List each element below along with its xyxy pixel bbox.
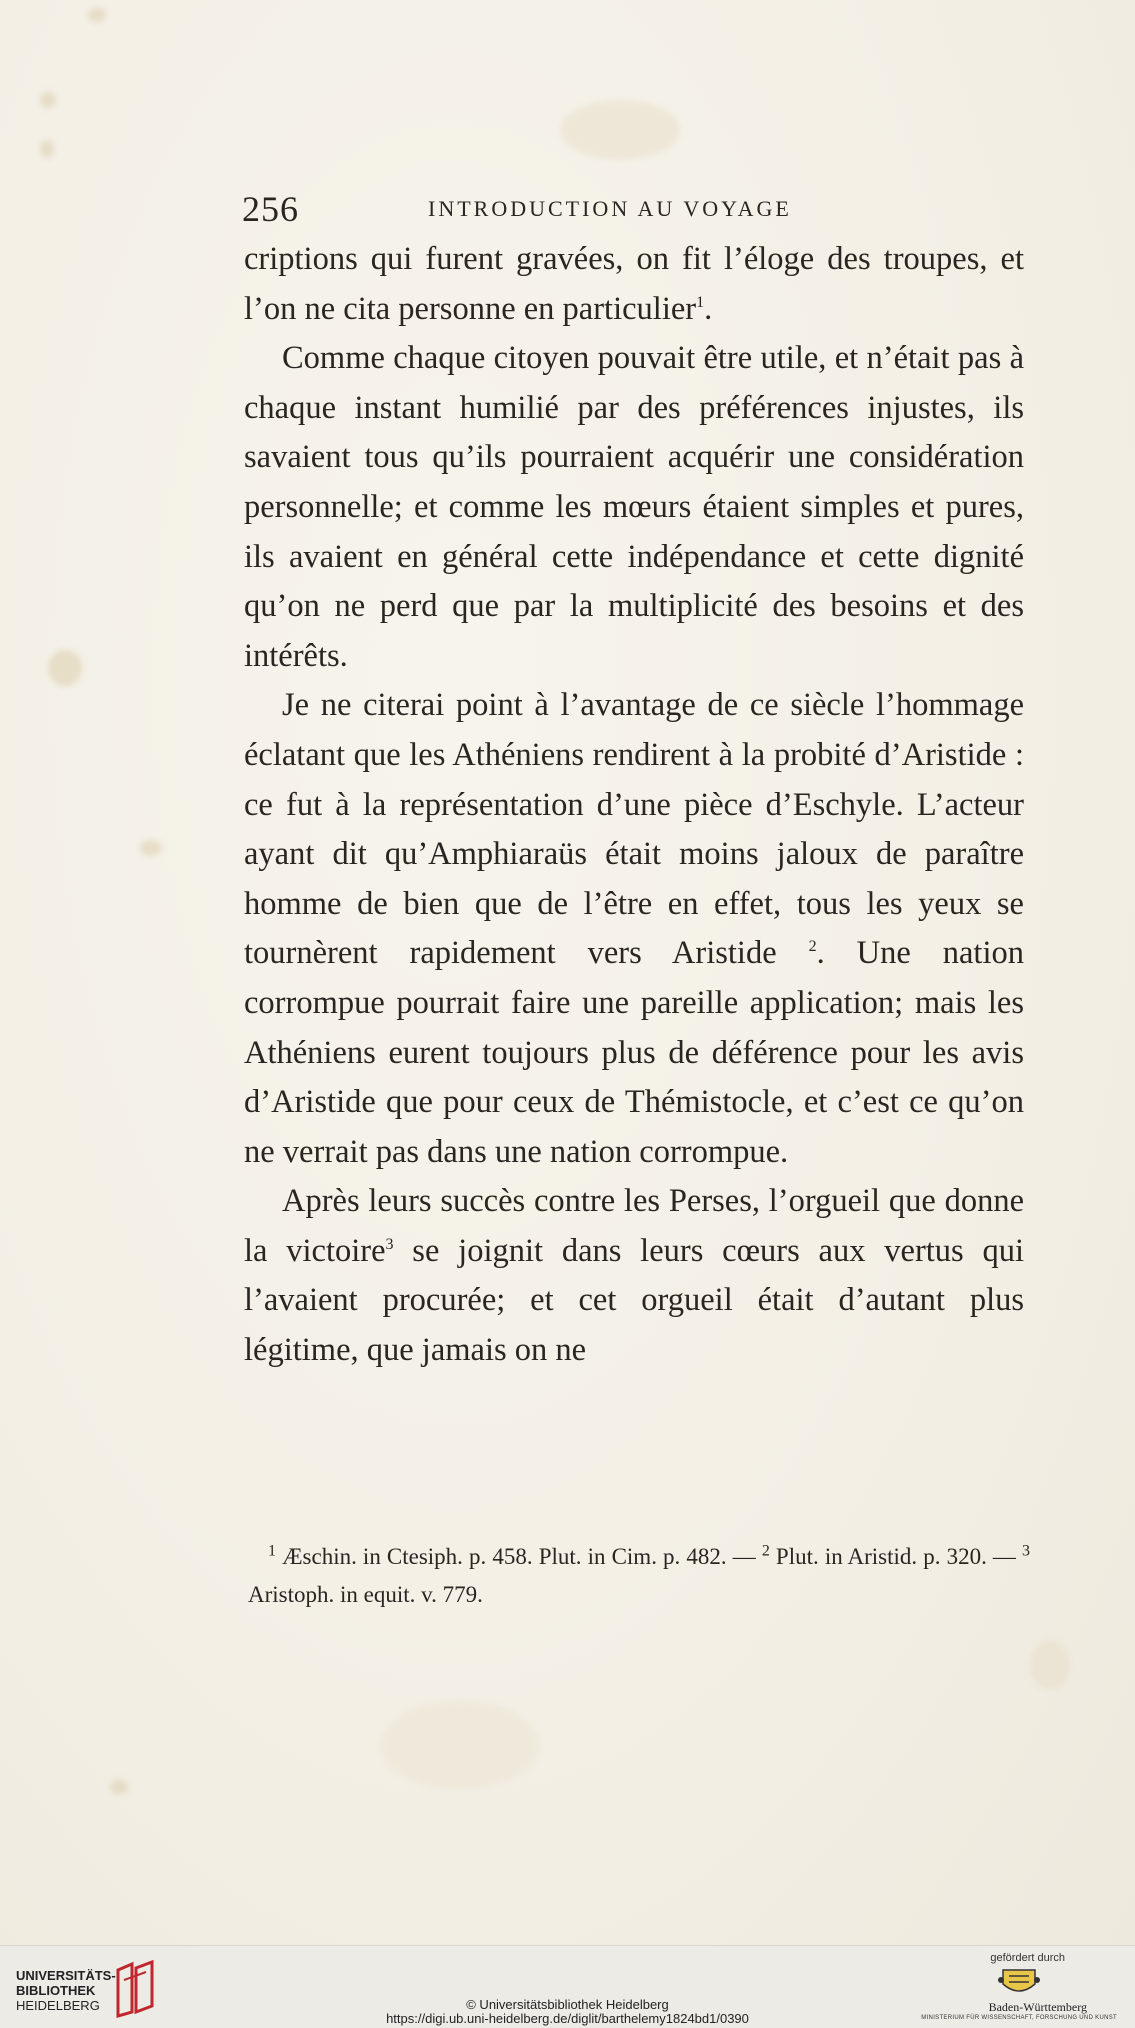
footnote-marker: 2 xyxy=(761,1542,770,1560)
foxing-spot xyxy=(110,1780,128,1794)
paragraph: criptions qui furent gravées, on fit l’éloge des troupes, et l’on ne cita personne en particulier$^1$. xyxy=(244,241,1024,327)
foxing-spot xyxy=(560,100,680,160)
copyright-notice xyxy=(0,1998,1135,2026)
footnotes xyxy=(248,1538,1030,1614)
paragraph-text: criptions qui furent gravées, on fit l’éloge des troupes, et l’on ne cita personne en particulier xyxy=(244,241,1024,327)
footnote-block xyxy=(248,1538,1030,1614)
foxing-spot xyxy=(140,840,162,856)
footnote-marker: 1 xyxy=(268,1542,276,1560)
foxing-spot xyxy=(88,8,106,22)
foxing-spot xyxy=(380,1700,540,1790)
page-number: 256 xyxy=(242,189,299,229)
paragraph-text: Je ne citerai point à l’avantage de ce siècle l’hommage éclatant que les Athéniens rendirent à la probité d’Aristide : ce fut à la représentation d’une pièce d’Eschyle. L’acteur ayant dit qu’Amphiaraüs était moins jaloux de paraître homme de bien que de l’être en effet, tous les yeux se tournèrent rapidement vers Aristide xyxy=(244,687,1024,972)
footnote-ref: 3 xyxy=(385,1236,394,1254)
paragraph-text: Après leurs succès contre les Perses, l’orgueil que donne la victoire xyxy=(244,1183,1024,1269)
funded-by-label: gefördert durch xyxy=(990,1952,1065,1964)
foxing-spot xyxy=(40,140,54,158)
viewer-footer xyxy=(0,1945,1135,2028)
body-text xyxy=(244,235,1024,1376)
library-name-line: HEIDELBERG xyxy=(16,1998,100,2013)
paragraph-text: se joignit dans leurs cœurs aux vertus qui l’avaient procurée; et cet orgueil était d’autant plus légitime, que jamais on ne xyxy=(244,1232,1025,1369)
paragraph xyxy=(244,1177,1024,1375)
footnote-text: Æschin. in Ctesiph. p. 458. Plut. in Cim. p. 482. — xyxy=(282,1544,756,1569)
coat-of-arms-icon xyxy=(995,1966,1043,2000)
footnote-ref: 2 xyxy=(808,938,817,956)
sponsor-name: Baden-Württemberg xyxy=(988,2000,1087,2014)
footnote-text: Aristoph. in equit. v. 779. xyxy=(248,1582,483,1607)
library-name-line: BIBLIOTHEK xyxy=(16,1983,96,1998)
paragraph: Comme chaque citoyen pouvait être utile, et n’était pas à chaque instant humilié par des préférences injustes, ils savaient tous qu’ils pourraient acquérir une considération personnelle; et comme les mœurs étaient simples et pures, ils avaient en général cette indépendance et cette dignité qu’on ne perd que par la multiplicité des besoins et des intérêts. xyxy=(244,340,1024,674)
foxing-spot xyxy=(48,650,82,686)
permalink[interactable]: https://digi.ub.uni-heidelberg.de/diglit/barthelemy1824bd1/0390 xyxy=(386,2011,749,2026)
copyright-text: © Universitätsbibliothek Heidelberg xyxy=(466,1997,669,2012)
running-head: INTRODUCTION AU VOYAGE xyxy=(428,196,792,221)
footnote-text: Plut. in Aristid. p. 320. — xyxy=(775,1544,1016,1569)
library-name-line: UNIVERSITÄTS- xyxy=(16,1968,116,1983)
paragraph-text: . Une nation corrompue pourrait faire une pareille application; mais les Athéniens eurent toujours plus de déférence pour les avis d’Aristide que pour ceux de Thémistocle, et c’est ce qu’on ne verrait pas dans une nation corrompue. xyxy=(244,935,1024,1170)
foxing-spot xyxy=(1030,1640,1070,1690)
footnote-marker: 3 xyxy=(1022,1542,1031,1560)
foxing-spot xyxy=(40,92,56,108)
paragraph xyxy=(244,681,1024,1177)
sponsor-ministry: MINISTERIUM FÜR WISSENSCHAFT, FORSCHUNG UND KUNST xyxy=(921,2015,1117,2021)
footnote-ref: 1 xyxy=(696,293,705,311)
page-header xyxy=(242,188,1032,236)
